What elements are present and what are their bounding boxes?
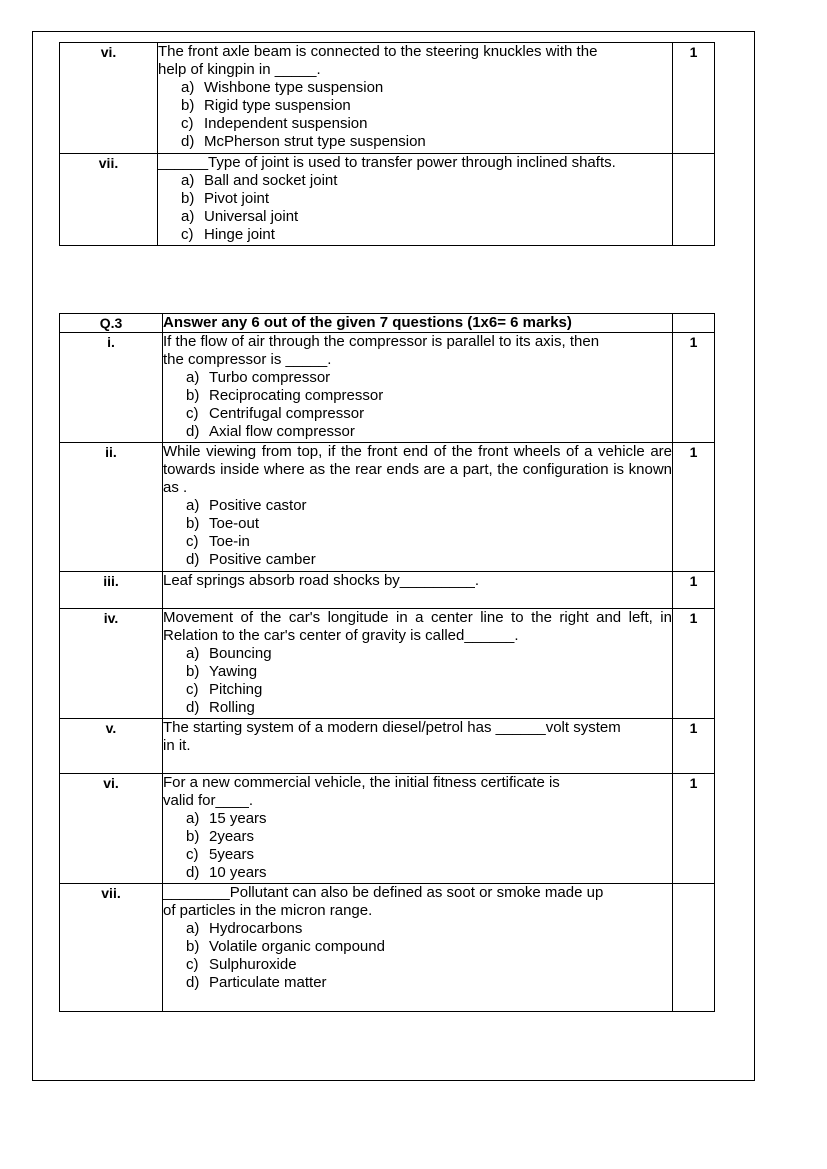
option-item <box>186 515 672 533</box>
question-number: vii. <box>60 884 163 1012</box>
section-title: Answer any 6 out of the given 7 questions (1x6= 6 marks) <box>163 314 673 333</box>
marks-cell: 1 <box>673 609 715 719</box>
option-letter: c) <box>181 115 194 132</box>
option-text: Pivot joint <box>204 190 270 207</box>
marks-cell: 1 <box>673 719 715 774</box>
marks-cell <box>673 884 715 1012</box>
option-item <box>186 938 672 956</box>
question-text: ________Pollutant can also be defined as soot or smoke made up <box>163 884 604 901</box>
question-body <box>163 333 673 443</box>
option-text: Hydrocarbons <box>209 920 303 937</box>
question-number: iii. <box>60 572 163 609</box>
question-number: ii. <box>60 443 163 572</box>
option-text: Yawing <box>209 663 258 680</box>
option-letter: d) <box>186 699 200 716</box>
option-text: Toe-out <box>209 515 260 532</box>
option-item <box>186 497 672 515</box>
option-letter: d) <box>186 551 200 568</box>
options-list <box>163 645 672 717</box>
option-text: Volatile organic compound <box>209 938 385 955</box>
option-item <box>181 133 672 151</box>
question-row <box>60 572 715 609</box>
question-text: Leaf springs absorb road shocks by_________. <box>163 572 480 589</box>
option-text: Toe-in <box>209 533 250 550</box>
option-item <box>181 172 672 190</box>
option-letter: c) <box>186 846 199 863</box>
question-body <box>163 884 673 1012</box>
option-item <box>186 681 672 699</box>
marks-cell <box>673 154 715 246</box>
option-item <box>186 864 672 882</box>
option-letter: a) <box>186 369 200 386</box>
option-letter: b) <box>181 97 195 114</box>
option-text: Independent suspension <box>204 115 368 132</box>
option-text: Pitching <box>209 681 263 698</box>
option-item <box>186 663 672 681</box>
option-item <box>181 79 672 97</box>
option-item <box>186 920 672 938</box>
question-body <box>163 719 673 774</box>
option-text: 5years <box>209 846 255 863</box>
option-letter: b) <box>186 515 200 532</box>
option-text: Hinge joint <box>204 226 275 243</box>
option-letter: c) <box>186 405 199 422</box>
options-list <box>163 369 672 441</box>
section-header-row <box>60 314 715 333</box>
question-text: the compressor is _____. <box>163 351 332 368</box>
option-text: Positive castor <box>209 497 307 514</box>
option-item <box>181 208 672 226</box>
option-letter: c) <box>186 956 199 973</box>
option-letter: d) <box>181 133 195 150</box>
option-letter: a) <box>186 497 200 514</box>
option-text: Bouncing <box>209 645 272 662</box>
option-text: 15 years <box>209 810 267 827</box>
options-list <box>158 172 672 244</box>
question-row <box>60 774 715 884</box>
question-body <box>163 609 673 719</box>
option-item <box>181 115 672 133</box>
option-item <box>186 645 672 663</box>
option-text: Ball and socket joint <box>204 172 338 189</box>
question-text: of particles in the micron range. <box>163 902 373 919</box>
section-number: Q.3 <box>60 314 163 333</box>
question-row <box>60 333 715 443</box>
question-body <box>163 774 673 884</box>
options-list <box>163 497 672 569</box>
question-number: vi. <box>60 43 158 154</box>
option-letter: d) <box>186 864 200 881</box>
question-text: help of kingpin in _____. <box>158 61 321 78</box>
option-item <box>181 97 672 115</box>
option-item <box>186 810 672 828</box>
option-text: Rigid type suspension <box>204 97 351 114</box>
option-text: Particulate matter <box>209 974 327 991</box>
question-text: valid for____. <box>163 792 254 809</box>
option-text: 10 years <box>209 864 267 881</box>
option-item <box>186 387 672 405</box>
option-text: Rolling <box>209 699 255 716</box>
option-item <box>186 828 672 846</box>
question-number: vi. <box>60 774 163 884</box>
option-text: Turbo compressor <box>209 369 331 386</box>
options-list <box>163 810 672 882</box>
option-letter: a) <box>186 645 200 662</box>
marks-cell: 1 <box>673 774 715 884</box>
question-text: ______Type of joint is used to transfer power through inclined shafts. <box>158 154 616 171</box>
option-letter: a) <box>186 920 200 937</box>
option-text: Reciprocating compressor <box>209 387 384 404</box>
question-table-continued <box>59 42 715 246</box>
option-item <box>186 533 672 551</box>
question-number: iv. <box>60 609 163 719</box>
question-number: i. <box>60 333 163 443</box>
option-text: Wishbone type suspension <box>204 79 384 96</box>
question-text: The front axle beam is connected to the steering knuckles with the <box>158 43 598 60</box>
option-item <box>186 699 672 717</box>
option-item <box>181 190 672 208</box>
question-row <box>60 154 715 246</box>
option-letter: a) <box>181 172 195 189</box>
marks-cell: 1 <box>673 443 715 572</box>
option-text: 2years <box>209 828 255 845</box>
question-text: While viewing from top, if the front end of the front wheels of a vehicle are towards inside where as the rear ends are a part, the configuration is known as . <box>163 443 672 496</box>
option-item <box>186 551 672 569</box>
marks-header-cell <box>673 314 715 333</box>
option-letter: b) <box>186 387 200 404</box>
option-letter: b) <box>186 828 200 845</box>
option-letter: b) <box>186 938 200 955</box>
option-letter: d) <box>186 423 200 440</box>
question-table-q3 <box>59 313 715 1012</box>
marks-cell: 1 <box>673 43 715 154</box>
option-letter: c) <box>181 226 194 243</box>
question-text: For a new commercial vehicle, the initial fitness certificate is <box>163 774 560 791</box>
options-list <box>163 920 672 992</box>
option-letter: b) <box>181 190 195 207</box>
question-row <box>60 884 715 1012</box>
option-item <box>186 974 672 992</box>
option-text: Positive camber <box>209 551 316 568</box>
option-item <box>186 423 672 441</box>
option-item <box>181 226 672 244</box>
question-number: v. <box>60 719 163 774</box>
option-letter: a) <box>186 810 200 827</box>
option-text: Centrifugal compressor <box>209 405 365 422</box>
option-item <box>186 846 672 864</box>
option-item <box>186 369 672 387</box>
option-item <box>186 405 672 423</box>
option-letter: b) <box>186 663 200 680</box>
option-letter: c) <box>186 681 199 698</box>
question-text: If the flow of air through the compressor is parallel to its axis, then <box>163 333 600 350</box>
question-body <box>158 43 673 154</box>
marks-cell: 1 <box>673 572 715 609</box>
question-row <box>60 719 715 774</box>
option-item <box>186 956 672 974</box>
option-letter: d) <box>186 974 200 991</box>
option-letter: c) <box>186 533 199 550</box>
question-row <box>60 609 715 719</box>
option-letter: a) <box>181 79 195 96</box>
question-row <box>60 43 715 154</box>
option-text: Sulphuroxide <box>209 956 297 973</box>
question-number: vii. <box>60 154 158 246</box>
question-body <box>163 443 673 572</box>
option-letter: a) <box>181 208 195 225</box>
option-text: Universal joint <box>204 208 299 225</box>
option-text: Axial flow compressor <box>209 423 355 440</box>
question-body <box>158 154 673 246</box>
question-row <box>60 443 715 572</box>
options-list <box>158 79 672 151</box>
marks-cell: 1 <box>673 333 715 443</box>
question-text: in it. <box>163 737 191 754</box>
question-body <box>163 572 673 609</box>
question-text: Movement of the car's longitude in a center line to the right and left, in Relation to the car's center of gravity is called______. <box>163 609 672 644</box>
option-text: McPherson strut type suspension <box>204 133 426 150</box>
question-text: The starting system of a modern diesel/petrol has ______volt system <box>163 719 621 736</box>
